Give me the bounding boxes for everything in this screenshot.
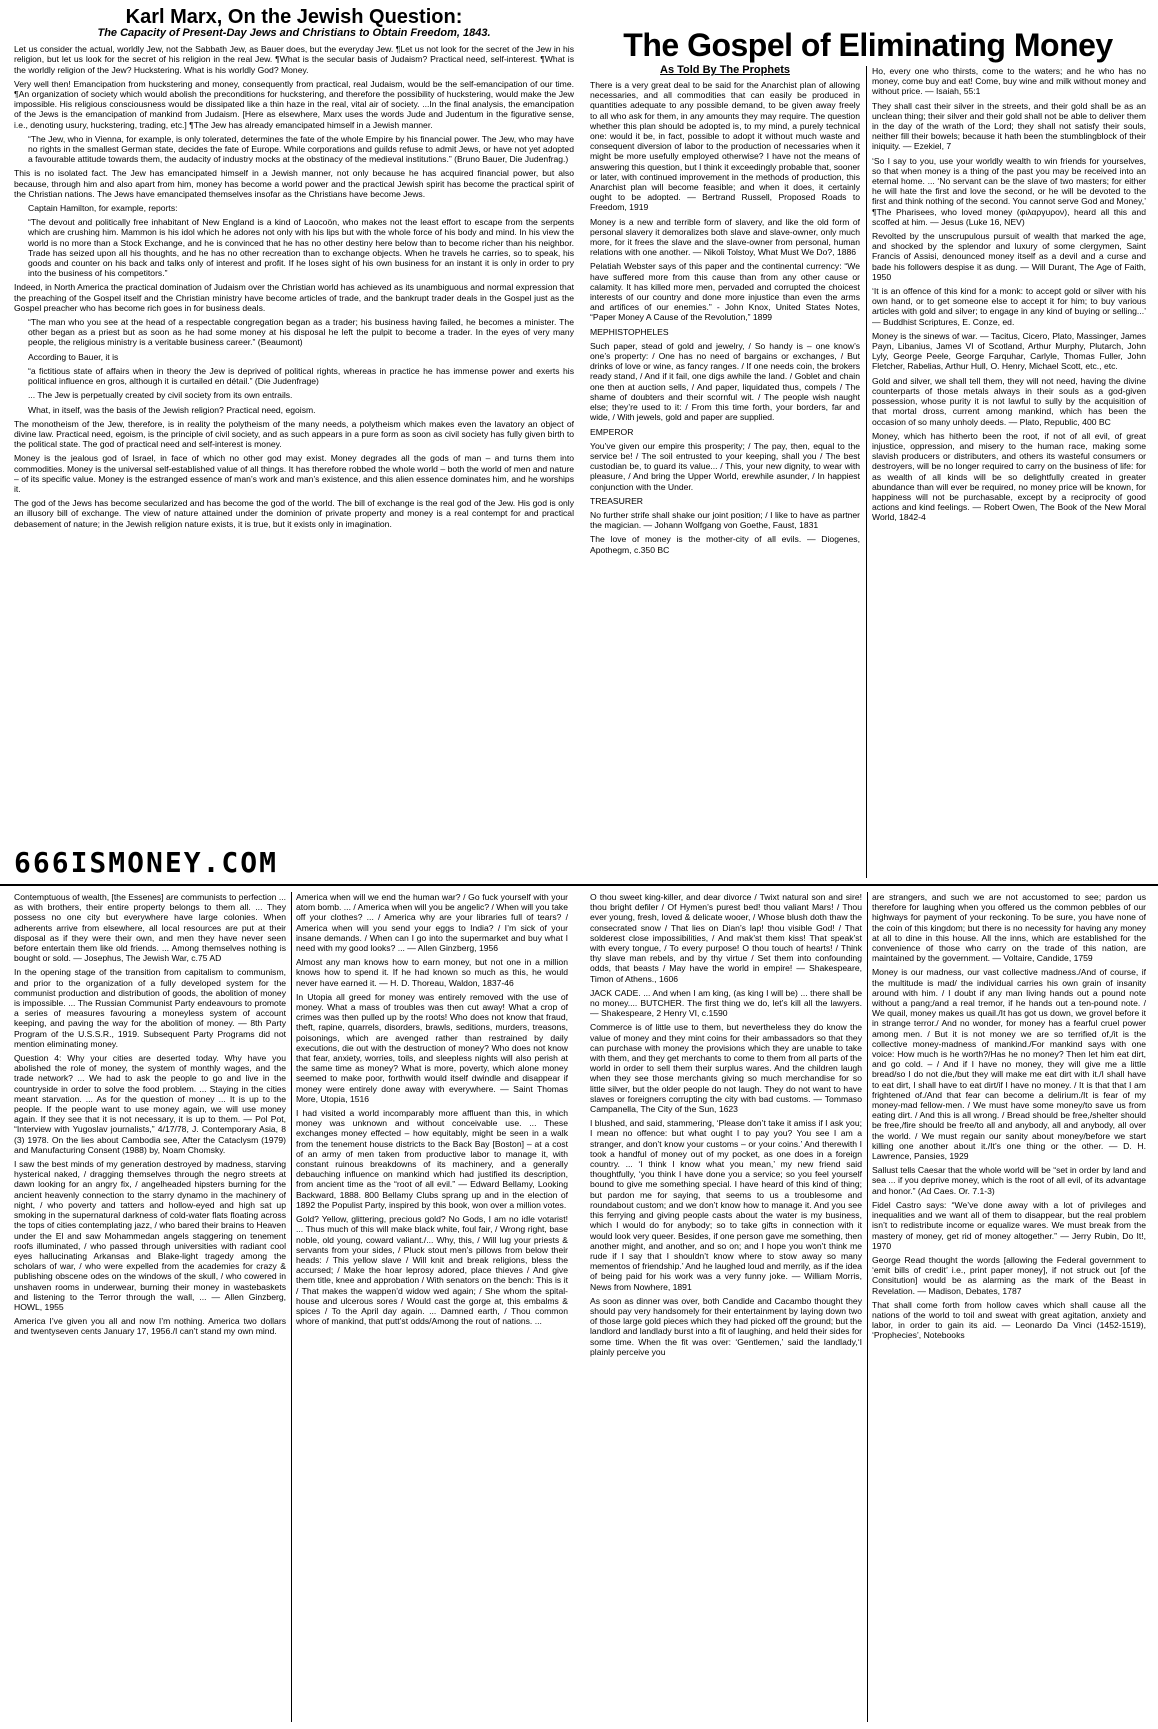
marx-paragraph: Indeed, in North America the practical domination of Judaism over the Christian world has achieved as its unambiguous and normal expression that the preaching of the Gospel itself and the Christian ministry have become articles of trade, and the bankrupt trader deals in the Gospel just as the Gospel preacher who has become rich goes in for business deals.	[14, 282, 574, 313]
quote: Money is the sinews of war. — Tacitus, Cicero, Plato, Massinger, James Payn, Libanius, James VI of Scotland, Arthur Murphy, Plutarch, John Lyly, George Peele, George Farquhar, Carlyle, Thomas Fuller, John Fletcher, Rabelias, Arthur Hull, O. Henry, Michael Scott, etc., etc.	[872, 330, 1146, 372]
quote: As soon as dinner was over, both Candide and Cacambo thought they should pay very handsomely for their entertainment by laying down two of those large gold pieces which they had picked off the ground; but the landlord and landlady burst into a fit of laughing, and held their sides for some time. When the fit was over: ‘Gentlemen,’ said the landlady,‘I plainly perceive you	[590, 1295, 862, 1357]
quote: Almost any man knows how to earn money, but not one in a million knows how to spend it. If he had known so much as this, he would never have earned it. — H. D. Thoreau, Waldon, 1837-46	[296, 957, 568, 988]
quote: JACK CADE. ... And when I am king, (as king I will be) ... there shall be no money.... BUTCHER. The first thing we do, let’s kill all the lawyers. — Shakespeare, 2 Henry VI, c.1590	[590, 987, 862, 1019]
quote: Revolted by the unscrupulous pursuit of wealth that marked the age, and shocked by the splendor and luxury of some clergymen, Saint Francis of Assisi, denounced money itself as a devil and a curse and bade his followers despise it as dung. — Will Durant, The Age of Faith, 1950	[872, 231, 1146, 282]
marx-subtitle: The Capacity of Present-Day Jews and Christians to Obtain Freedom, 1843.	[97, 27, 491, 39]
quote: Contemptuous of wealth, [the Essenes] are communists to perfection ... as with brothers, their entire property belongs to them all. ... They possess no one city but everywhere have large colonies. When adherents arrive from elsewhere, all local resources are put at their disposal as if they were their own, and men they have never seen before entertain them like old friends. ... Among themselves nothing is bought or sold. — Josephus, The Jewish War, c.75 AD	[14, 892, 286, 964]
quote: Ho, every one who thirsts, come to the waters; and he who has no money, come buy and eat! Come, buy wine and milk without money and without price. — Isaiah, 55:1	[872, 66, 1146, 97]
gospel-header	[590, 28, 1146, 62]
quote: Fidel Castro says: “We’ve done away with a lot of privileges and inequalities and we want all of them to disappear, but the real problem isn’t to redistribute income or equalize wares. We must break from the mastery of money, get rid of money altogether.” — Jerry Rubin, Do It!, 1970	[872, 1199, 1146, 1251]
quote: I blushed, and said, stammering, ‘Please don’t take it amiss if I ask you; I mean no offence: but what ought I to pay you? You see I am a stranger, and don’t know your customs – or your coins.’ And therewith I took a handful of money out of my pocket, as one does in a foreign country. ... ‘I think I know what you mean,’ my new friend said thoughtfully, ‘you think I have done you a service; so you feel yourself bound to give me something special. I have heard of this kind of thing; but pardon me for saying, that seems to us a troublesome and roundabout custom; and we don’t know how to manage it. And you see this ferrying and giving people casts about the water is my business, which I would do for anybody; so to take gifts in connection with it would look very queer. Besides, if one person gave me something, then another might, and another, and so on; and I hope you won’t think me rude if I say that I shouldn’t know where to stow away so many mementos of friendship.’ And he laughed loud and merrily, as if the idea of being paid for his work was a very funny joke. — William Morris, News from Nowhere, 1891	[590, 1118, 862, 1292]
quote: Gold and silver, we shall tell them, they will not need, having the divine counterparts of those metals always in their souls as a god-given possession, whose purity it is not lawful to sully by the acquisition of that mortal dross, current among mankind, which has been the occasion of so many unholy deeds. — Plato, Republic, 400 BC	[872, 375, 1146, 427]
marx-quote: “The man who you see at the head of a respectable congregation began as a trader; his business having failed, he becomes a minister. The other began as a priest but as soon as he had some money at his disposal he left the pulpit to become a trader. In the eyes of very many people, the religious ministry is a veritable business career.” (Beaumont)	[28, 317, 574, 348]
marx-paragraph: Let us consider the actual, worldly Jew, not the Sabbath Jew, as Bauer does, but the everyday Jew. ¶Let us not look for the secret of the Jew in his religion, but let us look for the secret of his religion in the real Jew. ¶What is the secular basis of Judaism? Practical need, self-interest. ¶What is the worldly religion of the Jew? Huckstering. What is his worldly God? Money.	[14, 44, 574, 75]
poem: I saw the best minds of my generation destroyed by madness, starving hysterical naked, / dragging themselves through the negro streets at dawn looking for an angry fix, / angelheaded hipsters burning for the ancient heavenly connection to the starry dynamo in the machinery of night, / who poverty and tatters and hollow-eyed and high sat up smoking in the supernatural darkness of cold-water flats floating across the tops of cities contemplating jazz, / who bared their brains to Heaven under the El and saw Mohammedan angels staggering on tenement roofs illuminated, / who passed through universities with radiant cool eyes hallucinating Arkansas and Blake-light tragedy among the scholars of war, / who were expelled from the academies for crazy & publishing obscene odes on the windows of the skull, / who cowered in unshaven rooms in underwear, burning their money in wastebaskets and listening to the Terror through the wall, ... — Allen Ginzberg, HOWL, 1955	[14, 1159, 286, 1312]
marx-quote: “The devout and politically free inhabitant of New England is a kind of Laocoön, who makes not the least effort to escape from the serpents which are crushing him. Mammon is his idol which he adores not only with his lips but with the whole force of his body and mind. In his view the world is no more than a Stock Exchange, and he is convinced that he has no other destiny here below than to become richer than his neighbor. Trade has seized upon all his thoughts, and he has no other recreation than to exchange objects. When he travels he carries, so to speak, his goods and counter on his back and talks only of interest and profit. If he loses sight of his own business for an instant it is only in order to pry into the business of his competitors.”	[28, 217, 574, 279]
marx-quote: “a fictitious state of affairs when in theory the Jew is deprived of political rights, whereas in practice he has immense power and exerts his political influence en gros, although it is curtailed en détail.” (Die Judenfrage)	[28, 365, 574, 387]
marx-paragraph: This is no isolated fact. The Jew has emancipated himself in a Jewish manner, not only because he has acquired financial power, but also because, through him and also apart from him, money has become a world power and the practical Jewish spirit has become the practical spirit of the Christian nations. The Jews have emancipated themselves insofar as the Christians have become Jews.	[14, 168, 574, 199]
quote: In the opening stage of the transition from capitalism to communism, and prior to the organization of a fully developed system for the communist production and distribution of goods, the abolition of money is impossible. ... The Russian Communist Party endeavours to promote a series of measures favouring a moneyless system of account keeping, and paving the way for the abolition of money. — 8th Party Program of the U.S.S.R., 1919. Subsequent Party Programs did not mention eliminating money.	[14, 967, 286, 1049]
quote: Pelatiah Webster says of this paper and the continental currency: “We have suffered more from this cause than from any other cause or calamity. It has killed more men, pervaded and corrupted the choicest interests of our country and done more injustice than even the arms and artifices of our enemies.” - John Knox, United States Notes, “Paper Money A Cause of the Revolution,” 1899	[590, 261, 860, 323]
poem: Gold? Yellow, glittering, precious gold? No Gods, I am no idle votarist! ... Thus much of this will make black white, foul fair, / Wrong right, base noble, old young, coward valiant./... Why, this, / Will lug your priests & servants from your sides, / Pluck stout men’s pillows from below their heads: / This yellow slave / Will knit and break religions, bless the accursed; / Make the hoar leprosy adored, place thieves / And give them title, knee and approbation / With senators on the bench: This is it / That makes the wappen’d widow wed again; / She whom the spital-house and ulcerous sores / Would cast the gorge at, this embalms & spices / To the April day again. ... Damned earth, / Thou common whore of mankind, that putt’st odds/Among the rout of nations. ...	[296, 1214, 568, 1327]
bottom-left-column-2	[296, 892, 568, 1724]
marx-paragraph: The monotheism of the Jew, therefore, is in reality the polytheism of the many needs, a polytheism which makes even the lavatory an object of divine law. Practical need, egoism, is the principle of civil society, and as such appears in a pure form as soon as civil society has fully given birth to the political state. The god of practical need and self-interest is money.	[14, 418, 574, 450]
quote: Commerce is of little use to them, but nevertheless they do know the value of money and they mint coins for their ambassadors so that they can purchase with money the provisions which they are unable to take with them, and they get merchants to come to them from all parts of the world in order to sell them their surplus wares. And the children laugh when they see those merchants giving so much merchandise for so little silver, but the older people do not laugh. They do not want to have slaves or foreigners corrupting the city with bad customs. — Tommaso Campanella, The City of the Sun, 1623	[590, 1022, 862, 1115]
quote: Question 4: Why your cities are deserted today. Why have you abolished the role of money, the system of monthly wages, and the trade network? ... We had to ask the people to go and live in the countryside in order to solve the food problem. ... Staying in the cities meant starvation. ... As for the question of money ... It is up to the people. If the people want to use money again, we will use money again. If they see that it is not necessary, it is up to them. — Pol Pot, “Interview with Yugoslav journalists,” 4/17/78, J. Contemporary Asia, 8 (3) 1978. On the lies about Cambodia see, After the Cataclysm (1979) and Manufacturing Consent (1988) by, Noam Chomsky.	[14, 1053, 286, 1155]
poem: America I’ve given you all and now I’m nothing. America two dollars and twentyseven cents January 17, 1956./I can’t stand my own mind.	[14, 1316, 286, 1337]
column-rule	[291, 892, 292, 1722]
verse: Such paper, stead of gold and jewelry, / So handy is – one know’s one’s property: / One has no need of bargains or exchanges, / But drinks of love or wine, as fancy ranges. / If one needs coin, the brokers ready stand, / And if it fail, one digs awhile the land. / Goblet and chain one then at auction sells, / And paper, liquidated thus, compels / The shame of doubters and their scornful wit. / The people wish naught else; they’re used to it: / From this time forth, your borders, far and wide, / With jewels, gold and paper are supplied.	[590, 340, 860, 423]
speaker-heading: MEPHISTOPHELES	[590, 326, 669, 337]
quote: In Utopia all greed for money was entirely removed with the use of money. What a mass of troubles was then cut away! What a crop of crimes was then pulled up by the roots! Who does not know that fraud, theft, rapine, quarrels, disorders, brawls, seditions, murders, treasons, poisonings, which are avenged rather than restrained by daily executions, die out with the destruction of money? Who does not know that fear, anxiety, worries, toils, and sleepless nights will also perish at the same time as money? What is more, poverty, which alone money seemed to make poor, forthwith would itself dwindle and disappear if money were entirely done away with everywhere. — Saint Thomas More, Utopia, 1516	[296, 991, 568, 1104]
marx-title: Karl Marx, On the Jewish Question:	[125, 6, 463, 28]
speaker-heading: TREASURER	[590, 495, 644, 506]
bottom-right-column-1	[590, 892, 862, 1724]
quote: ‘It is an offence of this kind for a monk: to accept gold or silver with his own hand, or to get someone else to accept it for him; to buy various articles with gold and silver; to engage in any kind of buying or selling...’ — Buddhist Scriptures, E. Conze, ed.	[872, 286, 1146, 327]
column-rule	[866, 66, 867, 878]
quote: That shall come forth from hollow caves which shall cause all the nations of the world to toil and sweat with great agitation, anxiety and labor, in order to gain its aid. — Leonardo Da Vinci (1452-1519), ‘Prophecies’, Notebooks	[872, 1299, 1146, 1341]
marx-paragraph: Captain Hamilton, for example, reports:	[28, 203, 178, 214]
marx-column	[14, 6, 574, 836]
verse: No further strife shall shake our joint position; / I like to have as partner the magician. — Johann Wolfgang von Goethe, Faust, 1831	[590, 509, 860, 531]
verse: You’ve given our empire this prosperity; / The pay, then, equal to the service be! / The soil entrusted to your keeping, shall you / The best custodian be, to guard its value... / This, your new dignity, to wear with pleasure, / And bring the Upper World, erewhile asunder, / In happiest conjunction with the Under.	[590, 440, 860, 492]
column-rule	[867, 892, 868, 1722]
poem: O thou sweet king-killer, and dear divorce / Twixt natural son and sire! thou bright defiler / Of Hymen’s purest bed! thou valiant Mars! / Thou ever young, fresh, loved & delicate wooer, / Whose blush doth thaw the consecrated snow / That lies on Dian’s lap! thou visible God! / That solderest close impossibilities, / And mak’st them kiss! That speak’st with every tongue, / To every purpose! O thou touch of hearts! / Think thy slave man rebels, and by thy virtue / Set them into confounding odds, that beasts / May have the world in empire! — Shakespeare, Timon of Athens., 1606	[590, 892, 862, 984]
gospel-column-2	[872, 66, 1146, 880]
poem: Money is our madness, our vast collective madness./And of course, if the multitude is mad/ the individual carries his own grain of insanity around with him. / I doubt if any man living hands out a pound note without a pang;/and a real tremor, if he hands out a ten-pound note. / We quail, money makes us quail./It has got us down, we grovel before it in strange terror./ And no wonder, for money has a fearful cruel power among men. / But it is not money we are so terrified of,/it is the collective money-madness of mankind./For mankind says with one voice: How much is he worth?/Has he no money? Then let him eat dirt, and go cold. – / And if I have no money, they will give me a little bread/so I do not die,/but they will make me eat dirt with it./I shall have to eat dirt, I shall have to eat dirt/if I have no money. / It is that that I am frightened of./And that fear can become a delirium./It is fear of my money-mad fellow-men. / We must have some money/to save us from eating dirt. / And this is all wrong. / Bread should be free,/shelter should be free,/fire should be free/to all and anybody, all and anybody, all over the world. / We must regain our sanity about money/before we start killing one another about it./It’s one thing or the other. — D. H. Lawrence, Pansies, 1929	[872, 967, 1146, 1162]
bottom-left-column-1	[14, 892, 286, 1724]
marx-paragraph: ... The Jew is perpetually created by civil society from its own entrails.	[28, 390, 293, 401]
speaker-heading: EMPEROR	[590, 426, 634, 437]
gospel-column-1	[590, 80, 860, 880]
quote: ‘So I say to you, use your worldly wealth to win friends for yourselves, so that when money is a thing of the past you may be received into an eternal home. ... ‘No servant can be the slave of two masters; for either he will hate the first and love the second, or he will be devoted to the first and think nothing of the second. You cannot serve God and Money,’ ¶The Pharisees, who loved money (φιλαργυρον), heard all this and scoffed at him. — Jesus (Luke 16, NEV)	[872, 155, 1146, 227]
quote: There is a very great deal to be said for the Anarchist plan of allowing necessaries, and all commodities that can easily be produced in quantities adequate to any possible demand, to be given away freely to all who ask for them, in any amounts they may require. The question whether this plan should be adopted is, to my mind, a purely technical one: would it be, in fact, possible to adopt it without much waste and consequent diversion of labor to the production of necessaries when it might be more usefully employed otherwise? I have not the means of answering this question, but I think it exceedingly probable that, sooner or later, with continued improvement in the methods of production, this Anarchist plan will become feasible; and when it does, it certainly ought to be adopted. — Bertrand Russell, Proposed Roads to Freedom, 1919	[590, 80, 860, 213]
poem: America when will we end the human war? / Go fuck yourself with your atom bomb. ... / America when will you be angelic? / When will you take off your clothes? ... / America why are your libraries full of tears? / America when will you send your eggs to India? / I’m sick of your insane demands. / When can I go into the supermarket and buy what I need with my good looks? ... — Allen Ginzberg, 1956	[296, 892, 568, 954]
quote: Money, which has hitherto been the root, if not of all evil, of great injustice, oppression, and misery to the human race, making some slavish producers or distributers, and others its wasteful consumers or destroyers, will be no longer required to carry on the business of life: for as wealth of all kinds will be so delightfully created in greater abundance than will ever be required, no money price will be known, for happiness will not be purchasable, except by a reciprocity of good actions and kind feelings. — Robert Owen, The Book of the New Moral World, 1842-4	[872, 430, 1146, 523]
quote: are strangers, and such we are not accustomed to see; pardon us therefore for laughing when you offered us the common pebbles of our highways for payment of your reckoning. To be sure, you have none of the coin of this kingdom; but there is no necessity for having any money at all to dine in this house. All the inns, which are established for the convenience of those who carry on the trade of this nation, are maintained by the government. — Voltaire, Candide, 1759	[872, 892, 1146, 964]
gospel-subtitle: As Told By The Prophets	[660, 64, 790, 76]
quote: I had visited a world incomparably more affluent than this, in which money was unknown and without conceivable use. ... These exchanges money effected – how equitably, might be seen in a walk from the tenement house districts to the Back Bay [Boston] – at a cost of an army of men taken from productive labor to manage it, with constant ruinous breakdowns of its machinery, and a generally debauching influence on mankind which had justified its description, from ancient time as the “root of all evil.” — Edward Bellamy, Looking Backward, 1888. 800 Bellamy Clubs sprang up and in the election of 1892 the Populist Party, inspired by this book, won over a million votes.	[296, 1108, 568, 1210]
quote: They shall cast their silver in the streets, and their gold shall be as an unclean thing; their silver and their gold shall not be able to deliver them in the day of the wrath of the Lord; they shall not satisfy their souls, neither fill their bowels; because it hath been the stumblingblock of their iniquity. — Ezekiel, 7	[872, 100, 1146, 152]
quote: The love of money is the mother-city of all evils. — Diogenes, Apothegm, c.350 BC	[590, 534, 860, 555]
marx-paragraph: Very well then! Emancipation from huckstering and money, consequently from practical, real Judaism, would be the self-emancipation of our time. ¶An organization of society which would abolish the preconditions for huckstering, and therefore the possibility of huckstering, would make the Jew impossible. His religious consciousness would be dissipated like a thin haze in the real, vital air of society. ...In the final analysis, the emancipation of the Jews is the emancipation of mankind from Judaism. [Here as elsewhere, Marx uses the words Jude and Judentum in the figurative sense, i.e., denoting usury, huckstering, trading, etc.] ¶The Jew has already emancipated himself in a Jewish manner.	[14, 78, 574, 130]
quote: George Read thought the words [allowing the Federal government to ‘emit bills of credit’ i.e., print paper money], if not struck out [of the Consitution] would be as alarming as the mark of the Beast in Revelation. — Madison, Debates, 1787	[872, 1254, 1146, 1296]
bottom-spread	[0, 886, 1158, 1729]
marx-paragraph: Money is the jealous god of Israel, in face of which no other god may exist. Money degrades all the gods of man – and turns them into commodities. Money is the universal self-established value of all things. It has therefore robbed the whole world – both the world of men and nature – of its specific value. Money is the estranged essence of man’s work and man’s existence, and this alien essence dominates him, and he worships it.	[14, 453, 574, 494]
marx-paragraph: According to Bauer, it is	[28, 351, 119, 362]
marx-paragraph: What, in itself, was the basis of the Jewish religion? Practical need, egoism.	[28, 404, 316, 415]
gospel-title: The Gospel of Eliminating Money	[623, 27, 1113, 63]
marx-paragraph: The god of the Jews has become secularized and has become the god of the world. The bill of exchange is the real god of the Jew. His god is only an illusory bill of exchange. The view of nature attained under the dominion of private property and money is a real contempt for and practical debasement of nature; in the Jewish religion nature exists, it is true, but it exists only in imagination.	[14, 498, 574, 529]
marx-quote: “The Jew, who in Vienna, for example, is only tolerated, determines the fate of the whole Empire by his financial power. The Jew, who may have no rights in the smallest German state, decides the fate of Europe. While corporations and guilds refuse to admit Jews, or have not yet adopted a favourable attitude towards them, the audacity of industry mocks at the obstinacy of the medieval institutions.” (Bruno Bauer, Die Judenfrag.)	[28, 133, 574, 165]
quote: Money is a new and terrible form of slavery, and like the old form of personal slavery it demoralizes both slave and slave-owner, only much more, for it frees the slave and the slave-owner from personal, human relations with one another. — Nikoli Tolstoy, What Must We Do?, 1886	[590, 216, 860, 258]
quote: Sallust tells Caesar that the whole world will be “set in order by land and sea ... if you deprive money, which is the root of all evil, of its advantage and honor.” (Ad Caes. Or. 7.1-3)	[872, 1165, 1146, 1196]
bottom-right-column-2	[872, 892, 1146, 1724]
site-logo: 666ISMONEY.COM	[14, 846, 279, 879]
